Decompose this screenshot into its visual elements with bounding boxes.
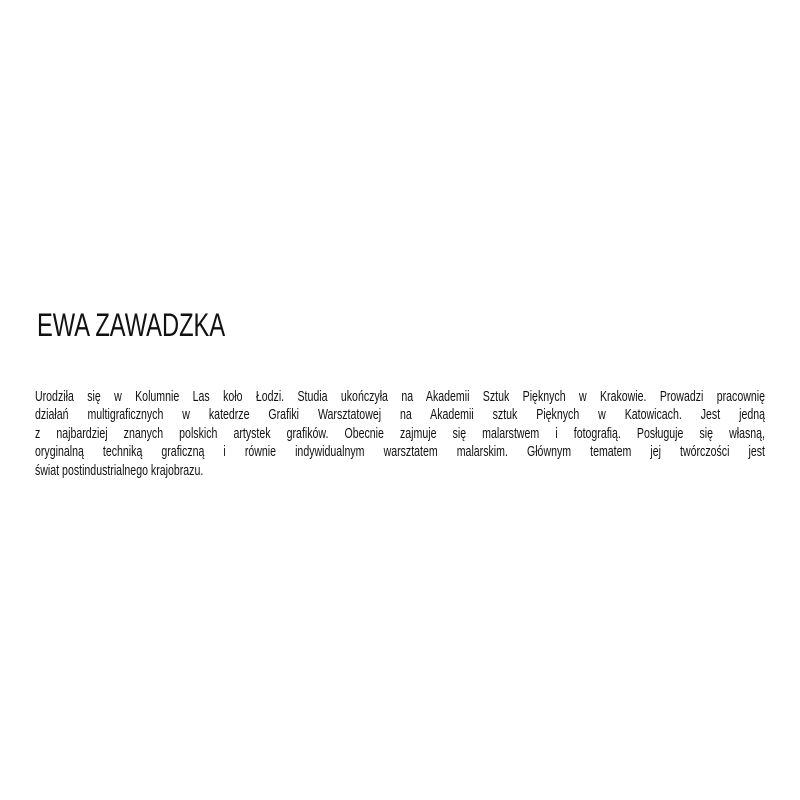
biography-line: [35, 443, 765, 461]
biography-line-text: Urodziła się w Kolumnie Las koło Łodzi. Studia ukończyła na Akademii Sztuk Pięknych w Krakowie. Prowadzi pracownię: [35, 389, 765, 405]
biography-line-text: oryginalną techniką graficzną i równie indywidualnym warsztatem malarskim. Głównym tematem jej twórczości jest: [35, 444, 765, 461]
biography-line-text: działań multigraficznych w katedrze Grafiki Warsztatowej na Akademii sztuk Pięknych w Katowicach. Jest jedną: [35, 407, 765, 424]
biography-line: [35, 425, 765, 443]
biography-line: [35, 388, 765, 406]
biography-line-text: z najbardziej znanych polskich artystek grafików. Obecnie zajmuje się malarstwem i fotografią. Posługuje się własną,: [35, 425, 765, 442]
biography-line: [35, 406, 765, 424]
artist-name-heading: EWA ZAWADZKA: [37, 307, 226, 343]
biography-line-text: świat postindustrialnego krajobrazu.: [35, 462, 204, 479]
biography-line: [35, 462, 765, 480]
artist-biography: [35, 388, 765, 480]
